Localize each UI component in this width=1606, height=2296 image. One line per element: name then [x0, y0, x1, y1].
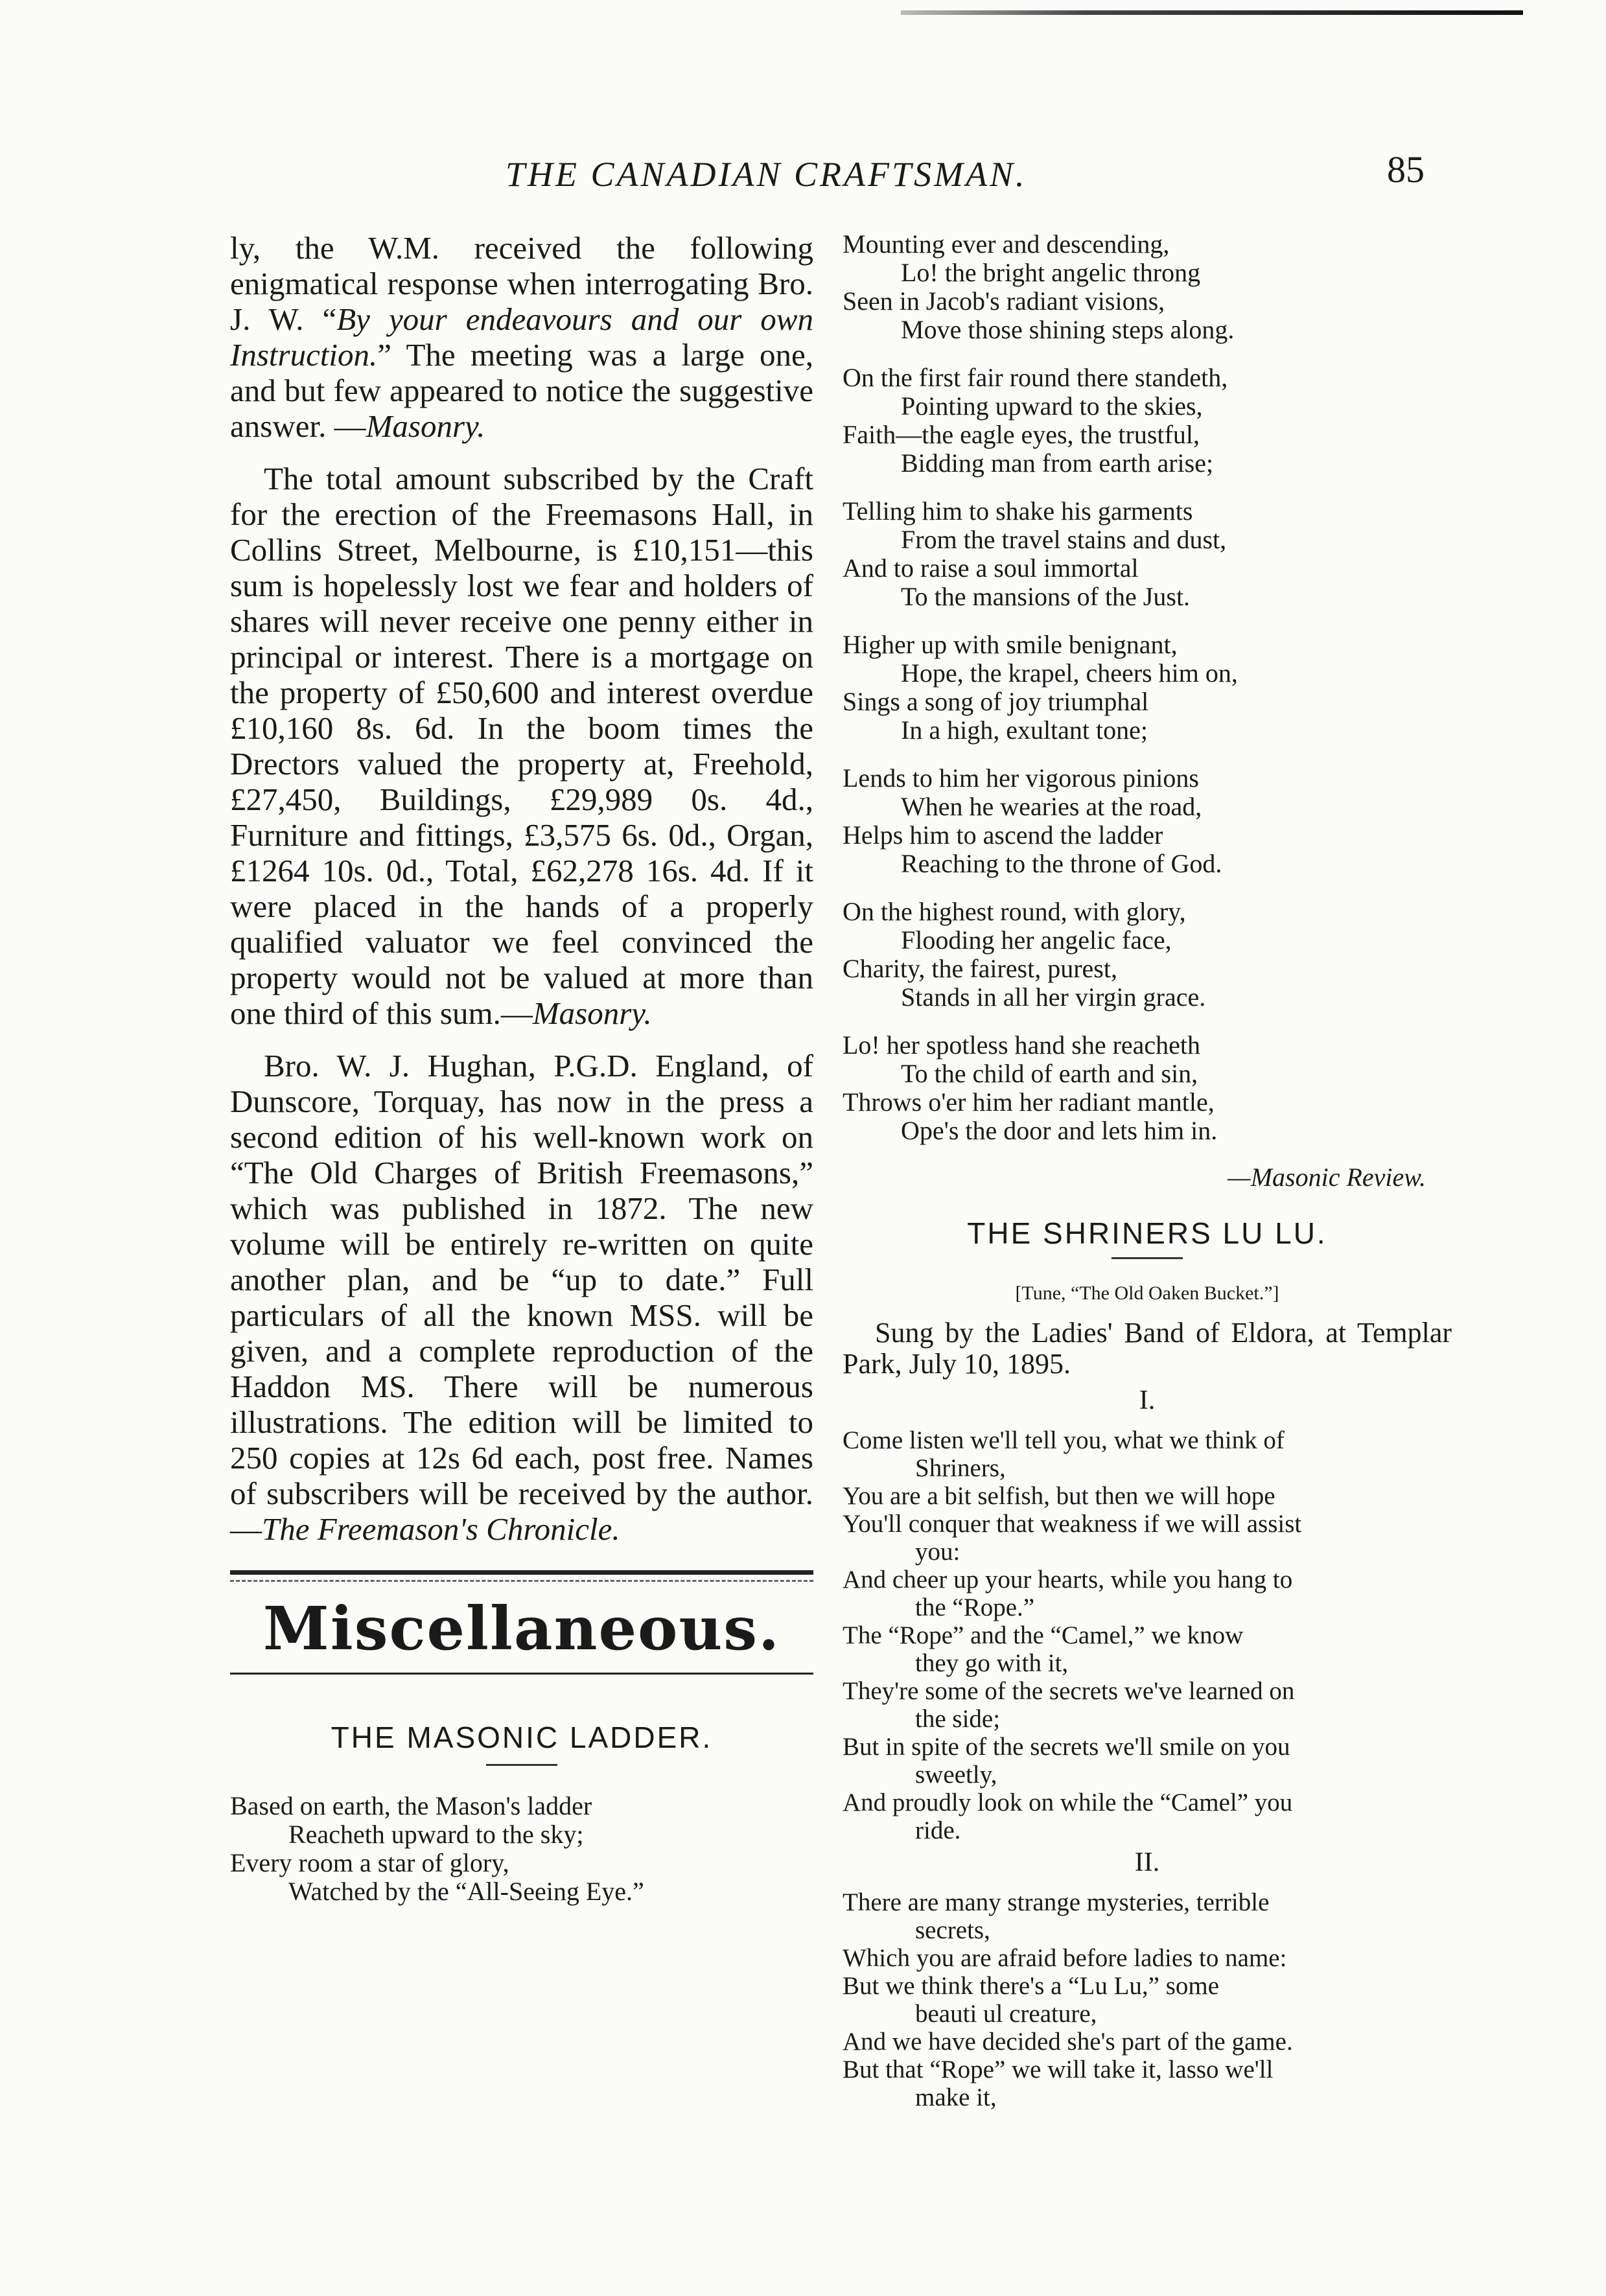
- paragraph-hughan-old-charges: Bro. W. J. Hughan, P.G.D. England, of Dunscore, Torquay, has now in the press a second edition of his well-known work on “The Old Charges of British Freemasons,” which was published in 1872. The new volume will be entirely re-written on quite another plan, and be “up to date.” Full particulars of all the known MSS. will be given, and a complete reproduction of the Haddon MS. There will be numerous illustrations. The edition will be limited to 250 copies at 12s 6d each, post free. Names of subscribers will be received by the author.—The Freemason's Chronicle.: [230, 1048, 813, 1547]
- poem-line: Reaching to the throne of God.: [901, 849, 1222, 878]
- poem-continuation: [843, 230, 1452, 1145]
- song-line: But in spite of the secrets we'll smile on you sweetly,: [843, 1733, 1290, 1789]
- section-rule-thin: [230, 1673, 813, 1675]
- title-underline: [486, 1764, 557, 1766]
- poem-line: Hope, the krapel, cheers him on,: [901, 658, 1238, 688]
- poem-line: Reacheth upward to the sky;: [288, 1820, 584, 1849]
- poem-line: On the first fair round there standeth,: [843, 363, 1228, 392]
- paragraph-credit: Masonry.: [532, 995, 652, 1031]
- running-title: THE CANADIAN CRAFTSMAN.: [506, 155, 1027, 194]
- poem-title-masonic-ladder: THE MASONIC LADDER.: [331, 1721, 713, 1754]
- poem-line: Pointing upward to the skies,: [901, 391, 1203, 421]
- song-line: Come listen we'll tell you, what we think of Shriners,: [843, 1426, 1285, 1482]
- poem-stanza: [843, 1031, 1452, 1145]
- poem-line: From the travel stains and dust,: [901, 525, 1227, 554]
- poem-line: Sings a song of joy triumphal: [843, 687, 1149, 716]
- song-line: Which you are afraid before ladies to name:: [843, 1944, 1287, 1972]
- poem-line: And to raise a soul immortal: [843, 553, 1139, 583]
- poem-stanza: [230, 1792, 813, 1906]
- poem-line: Ope's the door and lets him in.: [901, 1116, 1218, 1145]
- song-line: But we think there's a “Lu Lu,” some beauti ul creature,: [843, 1972, 1220, 2028]
- paragraph-enigmatical-response: ly, the W.M. received the following enigmatical response when interrogating Bro. J. W. “By your endeavours and our own Instruction.” The meeting was a large one, and but few appeared to notice the suggestive answer. —Masonry.: [230, 230, 813, 444]
- poem-stanza: [843, 497, 1452, 611]
- poem-stanza: [843, 764, 1452, 878]
- left-column: [230, 230, 813, 1925]
- poem-stanza: [843, 230, 1452, 344]
- paragraph-credit: Masonry.: [366, 408, 485, 444]
- song-line: You are a bit selfish, but then we will hope: [843, 1482, 1275, 1510]
- song-line: There are many strange mysteries, terrible secrets,: [843, 1888, 1270, 1944]
- poem-line: Lo! her spotless hand she reacheth: [843, 1030, 1201, 1060]
- song-line: And cheer up your hearts, while you hang to the “Rope.”: [843, 1566, 1293, 1621]
- poem-line: Every room a star of glory,: [230, 1848, 509, 1877]
- poem-line: Telling him to shake his garments: [843, 496, 1193, 526]
- poem-line: Move those shining steps along.: [901, 315, 1235, 344]
- poem-stanza: [843, 631, 1452, 745]
- poem-line: Throws o'er him her radiant mantle,: [843, 1087, 1215, 1117]
- poem-line: When he wearies at the road,: [901, 792, 1202, 821]
- section-title-miscellaneous: Miscellaneous.: [262, 1594, 781, 1664]
- poem-line: Lends to him her vigorous pinions: [843, 763, 1199, 793]
- song-title-shriners-lu-lu: THE SHRINERS LU LU.: [967, 1216, 1327, 1250]
- poem-line: In a high, exultant tone;: [901, 715, 1148, 745]
- paragraph-freemasons-hall: The total amount subscribed by the Craft for the erection of the Freemasons Hall, in Collins Street, Melbourne, is £10,151—this sum is hopelessly lost we fear and holders of shares will never receive one penny either in principal or interest. There is a mortgage on the property of £50,600 and interest overdue £10,160 8s. 6d. In the boom times the Drectors valued the property at, Freehold, £27,450, Buildings, £29,989 0s. 4d., Furniture and fittings, £3,575 6s. 0d., Organ, £1264 10s. 0d., Total, £62,278 16s. 4d. If it were placed in the hands of a properly qualified valuator we feel convinced the property would not be valued at more than one third of this sum.—Masonry.: [230, 461, 813, 1031]
- verse-number: I.: [1139, 1386, 1156, 1415]
- song-line: The “Rope” and the “Camel,” we know they go with it,: [843, 1621, 1244, 1677]
- poem-line: Charity, the fairest, purest,: [843, 954, 1117, 983]
- song-line: And we have decided she's part of the game.: [843, 2028, 1293, 2056]
- poem-line: Flooding her angelic face,: [901, 925, 1172, 955]
- poem-line: To the mansions of the Just.: [901, 582, 1191, 611]
- poem-line: Faith—the eagle eyes, the trustful,: [843, 420, 1200, 449]
- poem-line: To the child of earth and sin,: [901, 1059, 1198, 1088]
- poem-line: Watched by the “All-Seeing Eye.”: [288, 1877, 644, 1906]
- top-rule: [901, 10, 1523, 15]
- poem-line: Helps him to ascend the ladder: [843, 820, 1163, 850]
- song-line: And proudly look on while the “Camel” you ride.: [843, 1789, 1293, 1844]
- poem-stanza: [843, 898, 1452, 1012]
- page-number: 85: [1387, 148, 1425, 191]
- song-line: But that “Rope” we will take it, lasso we'll make it,: [843, 2056, 1274, 2111]
- song-line: You'll conquer that weakness if we will assist you:: [843, 1510, 1302, 1566]
- poem-line: Based on earth, the Mason's ladder: [230, 1791, 592, 1820]
- poem-line: Stands in all her virgin grace.: [901, 982, 1206, 1012]
- right-column: [843, 230, 1452, 2111]
- section-rule-thick: [230, 1570, 813, 1575]
- verse-number: II.: [1134, 1848, 1160, 1877]
- poem-line: On the highest round, with glory,: [843, 897, 1186, 926]
- poem-line: Bidding man from earth arise;: [901, 448, 1214, 478]
- sung-by-note: Sung by the Ladies' Band of Eldora, at Templar Park, July 10, 1895.: [843, 1317, 1452, 1380]
- song-verse-one: [843, 1426, 1452, 1844]
- paragraph-credit: The Freemason's Chronicle.: [262, 1511, 620, 1547]
- poem-line: Lo! the bright angelic throng: [901, 258, 1201, 287]
- poem-line: Seen in Jacob's radiant visions,: [843, 286, 1165, 316]
- poem-line: Mounting ever and descending,: [843, 229, 1170, 259]
- poem-line: Higher up with smile benignant,: [843, 630, 1178, 659]
- poem-stanza: [843, 364, 1452, 478]
- tune-note: [Tune, “The Old Oaken Bucket.”]: [1015, 1282, 1279, 1304]
- poem-attribution: —Masonic Review.: [1228, 1163, 1426, 1192]
- title-underline: [1111, 1257, 1183, 1259]
- song-line: They're some of the secrets we've learned on the side;: [843, 1677, 1295, 1733]
- song-verse-two: [843, 1888, 1452, 2111]
- section-rule-dashed: [230, 1580, 813, 1582]
